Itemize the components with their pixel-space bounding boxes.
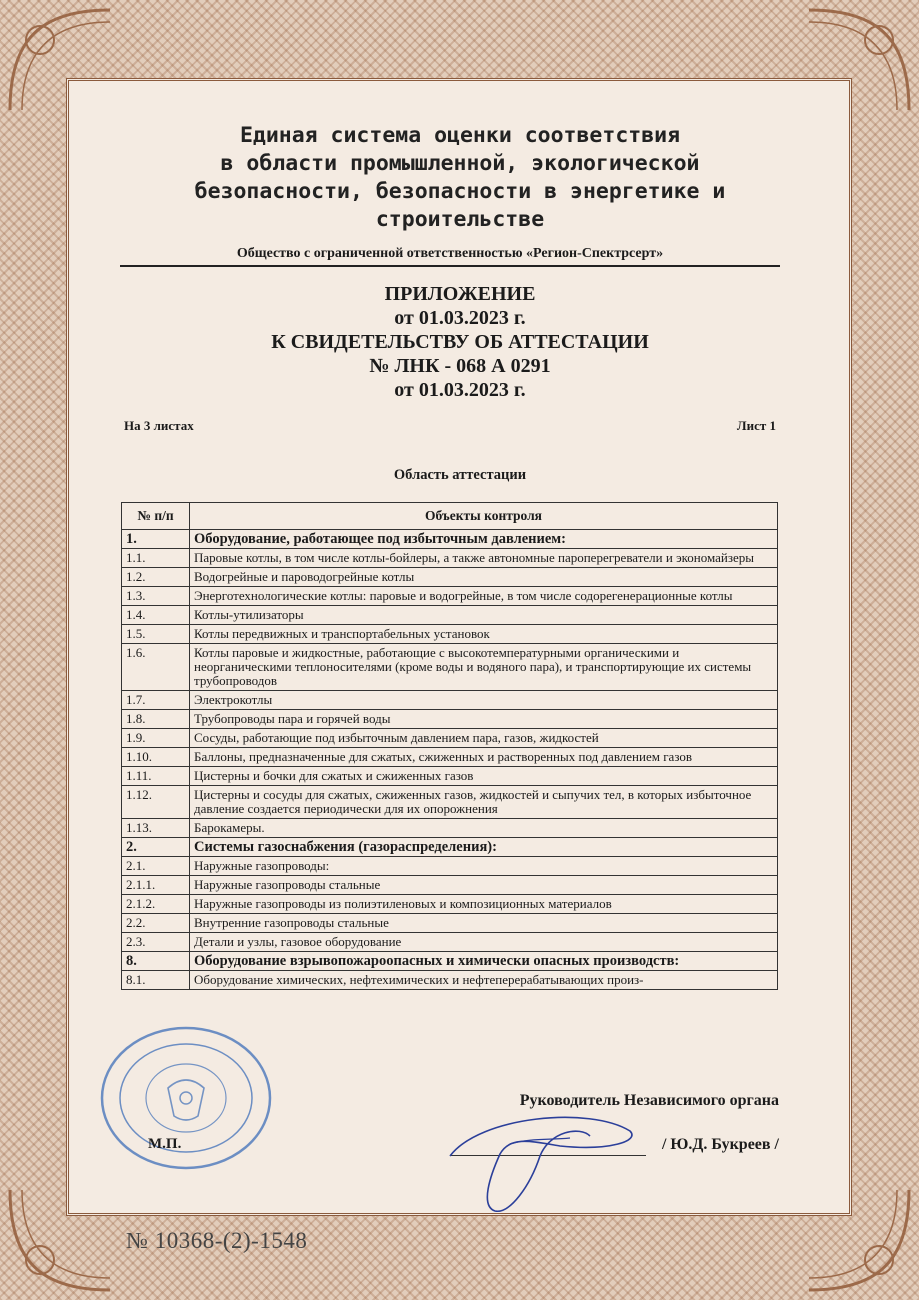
scope-table (121, 502, 778, 990)
table-row (122, 625, 778, 644)
certificate-number: № ЛНК - 068 А 0291 (369, 355, 551, 377)
table-row (122, 549, 778, 568)
appendix-date: от 01.03.2023 г. (394, 307, 526, 329)
table-header-row (122, 503, 778, 530)
row-object: Трубопроводы пара и горячей воды (190, 710, 778, 729)
row-object: Котлы передвижных и транспортабельных установок (190, 625, 778, 644)
row-number: 1.11. (122, 767, 190, 786)
column-header-number: № п/п (122, 503, 190, 530)
row-number: 2.1.2. (122, 895, 190, 914)
header-line: строительстве (375, 207, 545, 232)
row-number: 1.2. (122, 568, 190, 587)
table-row (122, 568, 778, 587)
table-row (122, 914, 778, 933)
row-number: 8. (122, 952, 190, 971)
row-number: 1.12. (122, 786, 190, 819)
table-row (122, 933, 778, 952)
row-object: Системы газоснабжения (газораспределения): (190, 838, 778, 857)
seal-place-label: М.П. (148, 1136, 182, 1152)
attestation-area-title: Область аттестации (393, 467, 527, 483)
row-number: 1.13. (122, 819, 190, 838)
row-object: Паровые котлы, в том числе котлы-бойлеры, а также автономные пароперегреватели и экономайзеры (190, 549, 778, 568)
table-row (122, 691, 778, 710)
row-object: Барокамеры. (190, 819, 778, 838)
row-object: Наружные газопроводы стальные (190, 876, 778, 895)
row-object: Водогрейные и пароводогрейные котлы (190, 568, 778, 587)
handwritten-signature (440, 1096, 650, 1216)
header-line: безопасности, безопасности в энергетике и (194, 179, 726, 204)
official-stamp (98, 1024, 274, 1172)
column-header-objects: Объекты контроля (190, 503, 778, 530)
row-number: 2. (122, 838, 190, 857)
row-number: 1. (122, 530, 190, 549)
row-number: 2.3. (122, 933, 190, 952)
row-object: Наружные газопроводы: (190, 857, 778, 876)
row-object: Наружные газопроводы из полиэтиленовых и композиционных материалов (190, 895, 778, 914)
row-object: Цистерны и бочки для сжатых и сжиженных газов (190, 767, 778, 786)
appendix-title-block (120, 282, 800, 402)
row-number: 2.1. (122, 857, 190, 876)
system-header (120, 122, 800, 234)
row-object: Цистерны и сосуды для сжатых, сжиженных газов, жидкостей и сыпучих тел, в которых избыточное давление создается периодически для их опорожнения (190, 786, 778, 819)
row-object: Оборудование, работающее под избыточным давлением: (190, 530, 778, 549)
table-row (122, 971, 778, 990)
certificate-date: от 01.03.2023 г. (394, 379, 526, 401)
appendix-title: ПРИЛОЖЕНИЕ (384, 283, 536, 305)
table-row (122, 819, 778, 838)
header-line: Единая система оценки соответствия (239, 123, 681, 148)
form-number: № 10368-(2)-1548 (126, 1228, 308, 1253)
table-row (122, 587, 778, 606)
row-object: Внутренние газопроводы стальные (190, 914, 778, 933)
row-number: 1.7. (122, 691, 190, 710)
row-object: Электрокотлы (190, 691, 778, 710)
row-number: 1.9. (122, 729, 190, 748)
table-row (122, 876, 778, 895)
table-row (122, 644, 778, 691)
signatory-title: Руководитель Независимого органа (519, 1092, 779, 1109)
row-number: 1.10. (122, 748, 190, 767)
table-row (122, 857, 778, 876)
row-number: 1.6. (122, 644, 190, 691)
table-row (122, 767, 778, 786)
row-object: Детали и узлы, газовое оборудование (190, 933, 778, 952)
row-object: Оборудование взрывопожароопасных и химически опасных производств: (190, 952, 778, 971)
row-object: Котлы-утилизаторы (190, 606, 778, 625)
table-section-row (122, 530, 778, 549)
row-object: Энерготехнологические котлы: паровые и водогрейные, в том числе содорегенерационные котлы (190, 587, 778, 606)
sheets-total: На 3 листах (124, 418, 194, 433)
row-object: Баллоны, предназначенные для сжатых, сжиженных и растворенных под давлением газов (190, 748, 778, 767)
row-object: Сосуды, работающие под избыточным давлением пара, газов, жидкостей (190, 729, 778, 748)
row-number: 2.1.1. (122, 876, 190, 895)
row-number: 1.1. (122, 549, 190, 568)
table-row (122, 895, 778, 914)
table-row (122, 786, 778, 819)
row-number: 1.5. (122, 625, 190, 644)
row-number: 1.3. (122, 587, 190, 606)
certificate-title: К СВИДЕТЕЛЬСТВУ ОБ АТТЕСТАЦИИ (271, 331, 649, 353)
table-section-row (122, 952, 778, 971)
signatory-name: / Ю.Д. Букреев / (661, 1136, 779, 1153)
row-number: 1.4. (122, 606, 190, 625)
organization-name: Общество с ограниченной ответственностью «Регион-Спектрсерт» (120, 246, 780, 267)
table-row (122, 710, 778, 729)
row-number: 8.1. (122, 971, 190, 990)
table-row (122, 606, 778, 625)
row-number: 2.2. (122, 914, 190, 933)
scope-table-body (122, 530, 778, 990)
row-number: 1.8. (122, 710, 190, 729)
row-object: Котлы паровые и жидкостные, работающие с высокотемпературными органическими и неорганическими теплоносителями (кроме воды и водяного пара), и транспортирующие их системы трубопроводов (190, 644, 778, 691)
table-row (122, 748, 778, 767)
table-section-row (122, 838, 778, 857)
sheet-number: Лист 1 (736, 418, 776, 433)
row-object: Оборудование химических, нефтехимических и нефтеперерабатывающих произ- (190, 971, 778, 990)
table-row (122, 729, 778, 748)
header-line: в области промышленной, экологической (220, 151, 700, 176)
